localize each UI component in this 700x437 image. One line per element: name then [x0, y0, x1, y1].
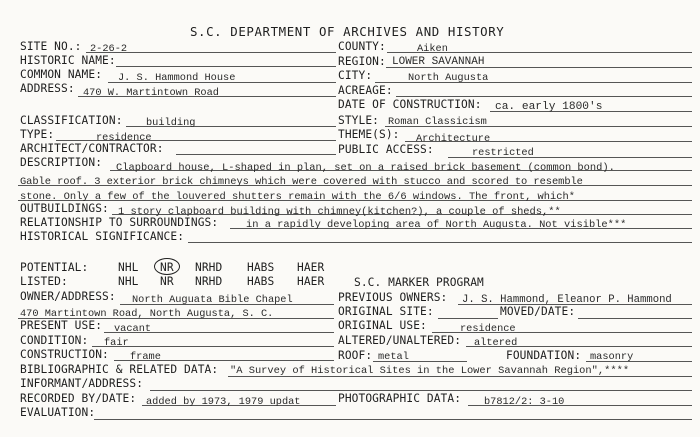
- common-name-value: J. S. Hammond House: [118, 72, 236, 84]
- foundation-value: masonry: [590, 351, 634, 363]
- acreage-label: ACREAGE:: [338, 84, 393, 97]
- original-use-label: ORIGINAL USE:: [338, 319, 427, 332]
- marker-program-label: S.C. MARKER PROGRAM: [354, 276, 484, 289]
- city-value: North Augusta: [408, 72, 489, 84]
- bibliographic-label: BIBLIOGRAPHIC & RELATED DATA:: [20, 363, 219, 376]
- outbuildings-value: 1 story clapboard building with chimney(kitchen?), a couple of sheds,**: [118, 206, 561, 218]
- historical-significance-label: HISTORICAL SIGNIFICANCE:: [20, 230, 185, 243]
- listed-option-habs: HABS: [247, 275, 275, 288]
- potential-label: POTENTIAL:: [20, 261, 89, 274]
- site-no-label: SITE NO.:: [20, 40, 82, 53]
- date-construction-label: DATE OF CONSTRUCTION:: [338, 98, 482, 111]
- county-label: COUNTY:: [338, 40, 386, 53]
- relationship-label: RELATIONSHIP TO SURROUNDINGS:: [20, 216, 219, 229]
- present-use-label: PRESENT USE:: [20, 319, 103, 332]
- owner-address-line-2: 470 Martintown Road, North Augusta, S. C.: [20, 308, 274, 320]
- listed-option-haer: HAER: [297, 275, 325, 288]
- public-access-value: restricted: [472, 147, 534, 159]
- outbuildings-label: OUTBUILDINGS:: [20, 202, 109, 215]
- previous-owners-label: PREVIOUS OWNERS:: [338, 291, 448, 304]
- potential-option-nrhd: NRHD: [195, 261, 223, 274]
- condition-label: CONDITION:: [20, 334, 89, 347]
- page-title: S.C. DEPARTMENT OF ARCHIVES AND HISTORY: [190, 24, 505, 39]
- common-name-label: COMMON NAME:: [20, 68, 103, 81]
- theme-value: Architecture: [416, 133, 491, 145]
- type-label: TYPE:: [20, 128, 55, 141]
- photographic-data-label: PHOTOGRAPHIC DATA:: [338, 392, 462, 405]
- classification-label: CLASSIFICATION:: [20, 114, 123, 127]
- description-line-3: stone. Only a few of the louvered shutters remain with the 6/6 windows. The front, which*: [20, 191, 575, 203]
- listed-option-nr: NR: [160, 275, 174, 288]
- style-value: Roman Classicism: [388, 116, 487, 128]
- theme-label: THEME(S):: [338, 128, 400, 141]
- listed-option-nrhd: NRHD: [195, 275, 223, 288]
- description-line-2: Gable roof. 3 exterior brick chimneys which were covered with stucco and scored to resemble: [20, 176, 583, 188]
- relationship-value: in a rapidly developing area of North Augusta. Not visible***: [246, 219, 627, 231]
- construction-value: frame: [130, 351, 161, 363]
- city-label: CITY:: [338, 69, 373, 82]
- evaluation-label: EVALUATION:: [20, 406, 96, 419]
- type-value: residence: [96, 132, 152, 144]
- recorded-by-label: RECORDED BY/DATE:: [20, 392, 137, 405]
- classification-value: building: [146, 117, 196, 129]
- potential-option-nhl: NHL: [118, 261, 139, 274]
- region-value: LOWER SAVANNAH: [392, 56, 485, 68]
- owner-address-line-1: North Auguata Bible Chapel: [132, 294, 293, 306]
- previous-owners-value: J. S. Hammond, Eleanor P. Hammond: [462, 294, 672, 306]
- listed-option-nhl: NHL: [118, 275, 139, 288]
- informant-label: INFORMANT/ADDRESS:: [20, 377, 144, 390]
- moved-date-label: MOVED/DATE:: [500, 305, 576, 318]
- present-use-value: vacant: [114, 323, 152, 335]
- original-use-value: residence: [460, 323, 516, 335]
- owner-address-label: OWNER/ADDRESS:: [20, 290, 116, 303]
- potential-option-nr: NR: [160, 261, 174, 274]
- condition-value: fair: [104, 337, 129, 349]
- address-label: ADDRESS:: [20, 82, 75, 95]
- roof-label: ROOF:: [338, 349, 373, 362]
- roof-value: metal: [378, 351, 409, 363]
- architect-label: ARCHITECT/CONTRACTOR:: [20, 142, 164, 155]
- description-label: DESCRIPTION:: [20, 156, 103, 169]
- potential-option-haer: HAER: [297, 261, 325, 274]
- public-access-label: PUBLIC ACCESS:: [338, 143, 434, 156]
- address-value: 470 W. Martintown Road: [83, 87, 219, 99]
- photographic-data-value: b7812/2: 3-10: [484, 396, 565, 408]
- listed-label: LISTED:: [20, 275, 68, 288]
- original-site-label: ORIGINAL SITE:: [338, 305, 434, 318]
- description-line-1: Clapboard house, L-shaped in plan, set on a raised brick basement (common bond).: [116, 162, 615, 174]
- style-label: STYLE:: [338, 114, 380, 127]
- altered-label: ALTERED/UNALTERED:: [338, 334, 462, 347]
- altered-value: altered: [474, 337, 518, 349]
- construction-label: CONSTRUCTION:: [20, 348, 109, 361]
- county-value: Aiken: [417, 43, 448, 55]
- date-construction-value: ca. early 1800's: [495, 101, 603, 113]
- bibliographic-value: "A Survey of Historical Sites in the Lower Savannah Region",****: [230, 365, 630, 377]
- foundation-label: FOUNDATION:: [506, 349, 582, 362]
- historic-name-label: HISTORIC NAME:: [20, 54, 116, 67]
- potential-option-habs: HABS: [247, 261, 275, 274]
- region-label: REGION:: [338, 55, 386, 68]
- nr-circle-mark: [154, 258, 180, 275]
- site-no-value: 2-26-2: [90, 43, 128, 55]
- recorded-by-value: added by 1973, 1979 updat: [146, 396, 301, 408]
